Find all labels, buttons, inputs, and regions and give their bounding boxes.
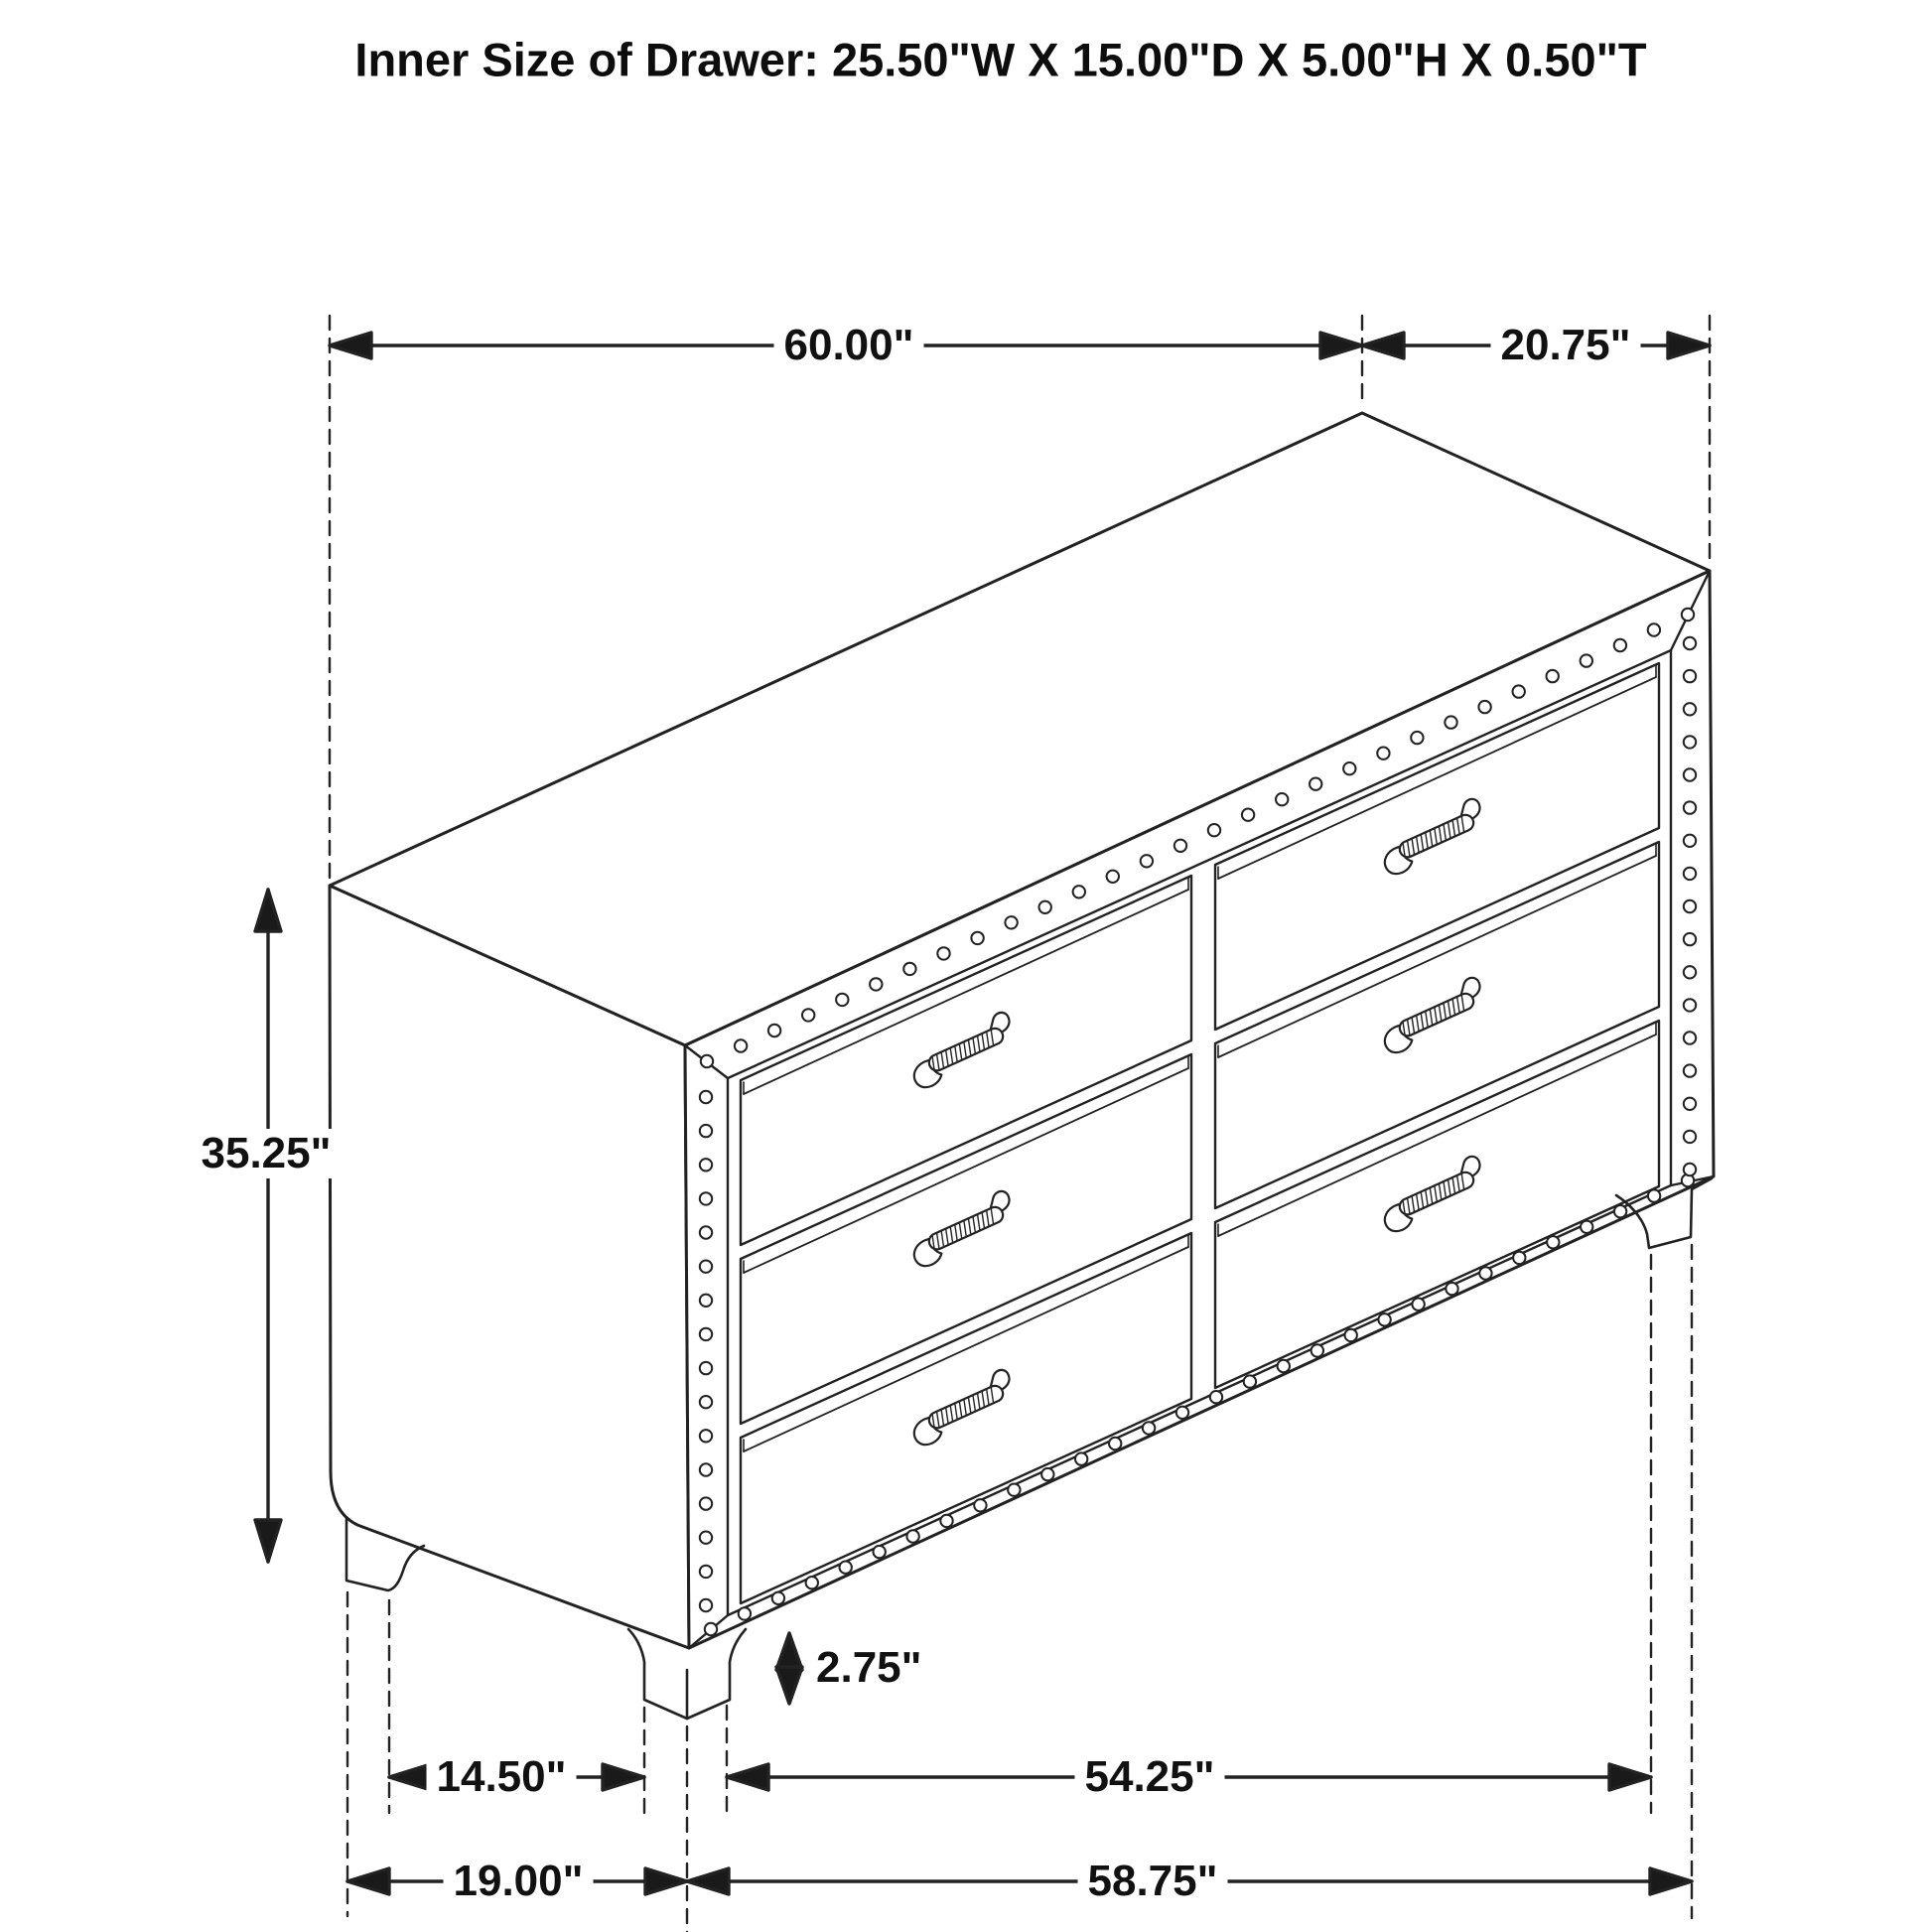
nailhead-stud-top [1039,901,1051,913]
nailhead-stud-top [1276,793,1288,805]
nailhead-stud-top [1614,639,1626,651]
nailhead-stud-top [1411,732,1423,744]
nailhead-stud-bottom [1109,1438,1121,1449]
nailhead-stud-top [1242,809,1254,821]
nailhead-stud-right [1684,966,1696,978]
nailhead-stud-bottom [806,1577,818,1588]
nailhead-stud-top [1208,824,1220,836]
page-title: Inner Size of Drawer: 25.50"W X 15.00"D X 5.00"H X 0.50"T [354,33,1647,86]
nailhead-stud-right [1684,999,1696,1011]
dim-label-side-foot-spacing: 14.50" [427,1752,577,1802]
nailhead-stud-top [1174,840,1186,852]
nailhead-stud-right [1684,1164,1696,1175]
nailhead-stud-bottom [1311,1344,1323,1356]
dim-label-foot-height: 2.75" [812,1643,926,1693]
arrowhead [645,1868,687,1894]
arrowhead [330,333,371,358]
nailhead-stud-left [700,1396,712,1408]
nailhead-stud-right [1684,801,1696,813]
nailhead-stud-top [1310,778,1321,790]
nailhead-stud-bottom [1479,1267,1491,1279]
nailhead-stud-bottom [739,1607,751,1619]
dimension-overall-height [255,890,281,1562]
nailhead-stud-top [1513,685,1525,697]
dim-label-overall-height: 35.25" [192,1129,342,1178]
nailhead-stud-top [768,1025,780,1036]
nailhead-stud-bottom [940,1515,952,1527]
arrowhead [1668,333,1710,358]
nailhead-stud-bottom [974,1499,986,1511]
nailhead-stud-bottom [840,1562,852,1574]
nailhead-stud-bottom [1143,1422,1155,1434]
nailhead-stud-bottom [1075,1452,1087,1464]
nailhead-stud-left [700,1226,712,1238]
arrowhead [1362,333,1404,358]
nailhead-stud-top [1107,871,1119,883]
nailhead-stud-left [700,1192,712,1204]
nailhead-stud-top [903,963,915,975]
dim-label-overall-depth: 20.75" [1491,321,1641,370]
nailhead-stud-bottom [1345,1329,1357,1341]
nailhead-stud-left [700,1566,712,1578]
arrowhead [255,890,281,931]
dimension-foot-height [776,1633,802,1704]
nailhead-stud-left [700,1497,712,1509]
nailhead-stud-left [700,1362,712,1374]
nailhead-stud-bottom [1008,1484,1020,1496]
arrowhead [347,1868,389,1894]
nailhead-stud-bottom [1513,1252,1525,1264]
dim-label-front-feet-span: 54.25" [1075,1752,1225,1802]
nailhead-stud-right [1684,637,1696,649]
arrowhead [255,1520,281,1562]
nailhead-stud-right [1684,1032,1696,1043]
nailhead-stud-left [700,1295,712,1307]
nailhead-stud-left [700,1430,712,1442]
nailhead-stud-top [971,932,983,944]
arrowhead [389,1764,431,1790]
arrowhead [727,1764,768,1790]
nailhead-stud-top [1377,748,1389,759]
nailhead-stud-bottom [772,1592,784,1604]
nailhead-stud-top [701,1055,713,1067]
nailhead-stud-left [700,1159,712,1171]
nailhead-stud-top [1073,886,1085,897]
arrowhead [1320,333,1362,358]
nailhead-stud-bottom [1278,1360,1290,1372]
nailhead-stud-top [937,947,949,959]
arrowhead [1650,1868,1692,1894]
nailhead-stud-bottom [874,1546,886,1558]
nailhead-stud-top [802,1009,814,1021]
nailhead-stud-top [1141,855,1153,867]
nailhead-stud-right [1684,1064,1696,1076]
nailhead-stud-right [1684,868,1696,880]
arrowhead [687,1868,729,1894]
nailhead-stud-right [1684,1098,1696,1110]
nailhead-stud-bottom [705,1623,717,1635]
nailhead-stud-top [1648,623,1660,635]
nailhead-stud-left [700,1261,712,1273]
nailhead-stud-bottom [1446,1283,1457,1295]
nailhead-stud-bottom [1412,1299,1424,1311]
arrowhead [603,1764,644,1790]
dim-label-overall-width: 60.00" [774,321,924,370]
nailhead-stud-bottom [1378,1313,1390,1325]
nailhead-stud-top [1547,670,1559,682]
nailhead-stud-bottom [1244,1375,1256,1387]
nailhead-stud-right [1684,736,1696,748]
dim-label-base-width: 58.75" [1078,1857,1228,1906]
nailhead-stud-bottom [906,1530,918,1542]
dim-label-base-depth: 19.00" [444,1857,594,1906]
nailhead-stud-top [735,1039,747,1051]
nailhead-stud-right [1684,835,1696,847]
nailhead-stud-bottom [1041,1468,1053,1480]
nailhead-stud-right [1684,933,1696,945]
nailhead-stud-right [1684,1131,1696,1143]
nailhead-stud-top [1478,701,1490,713]
nailhead-stud-right [1684,670,1696,682]
nailhead-stud-top [1581,654,1592,666]
nailhead-stud-left [700,1091,712,1103]
nailhead-stud-right [1684,900,1696,912]
nailhead-stud-bottom [1547,1236,1559,1248]
nailhead-stud-right [1684,768,1696,780]
nailhead-stud-top [836,994,848,1006]
nailhead-stud-top [870,978,882,990]
nailhead-stud-right [1684,703,1696,715]
nailhead-stud-top [1445,716,1456,728]
nailhead-stud-left [700,1532,712,1544]
nailhead-stud-left [700,1463,712,1475]
arrowhead [776,1667,802,1704]
nailhead-stud-top [1343,762,1355,774]
nailhead-stud-top [1682,609,1694,621]
nailhead-stud-bottom [1176,1407,1188,1419]
arrowhead [1609,1764,1651,1790]
arrowhead [776,1633,802,1670]
nailhead-stud-bottom [1210,1391,1222,1403]
nailhead-stud-left [700,1599,712,1611]
nailhead-stud-top [1005,916,1017,928]
nailhead-stud-bottom [1581,1221,1592,1233]
nailhead-stud-left [700,1125,712,1137]
nailhead-stud-left [700,1328,712,1340]
